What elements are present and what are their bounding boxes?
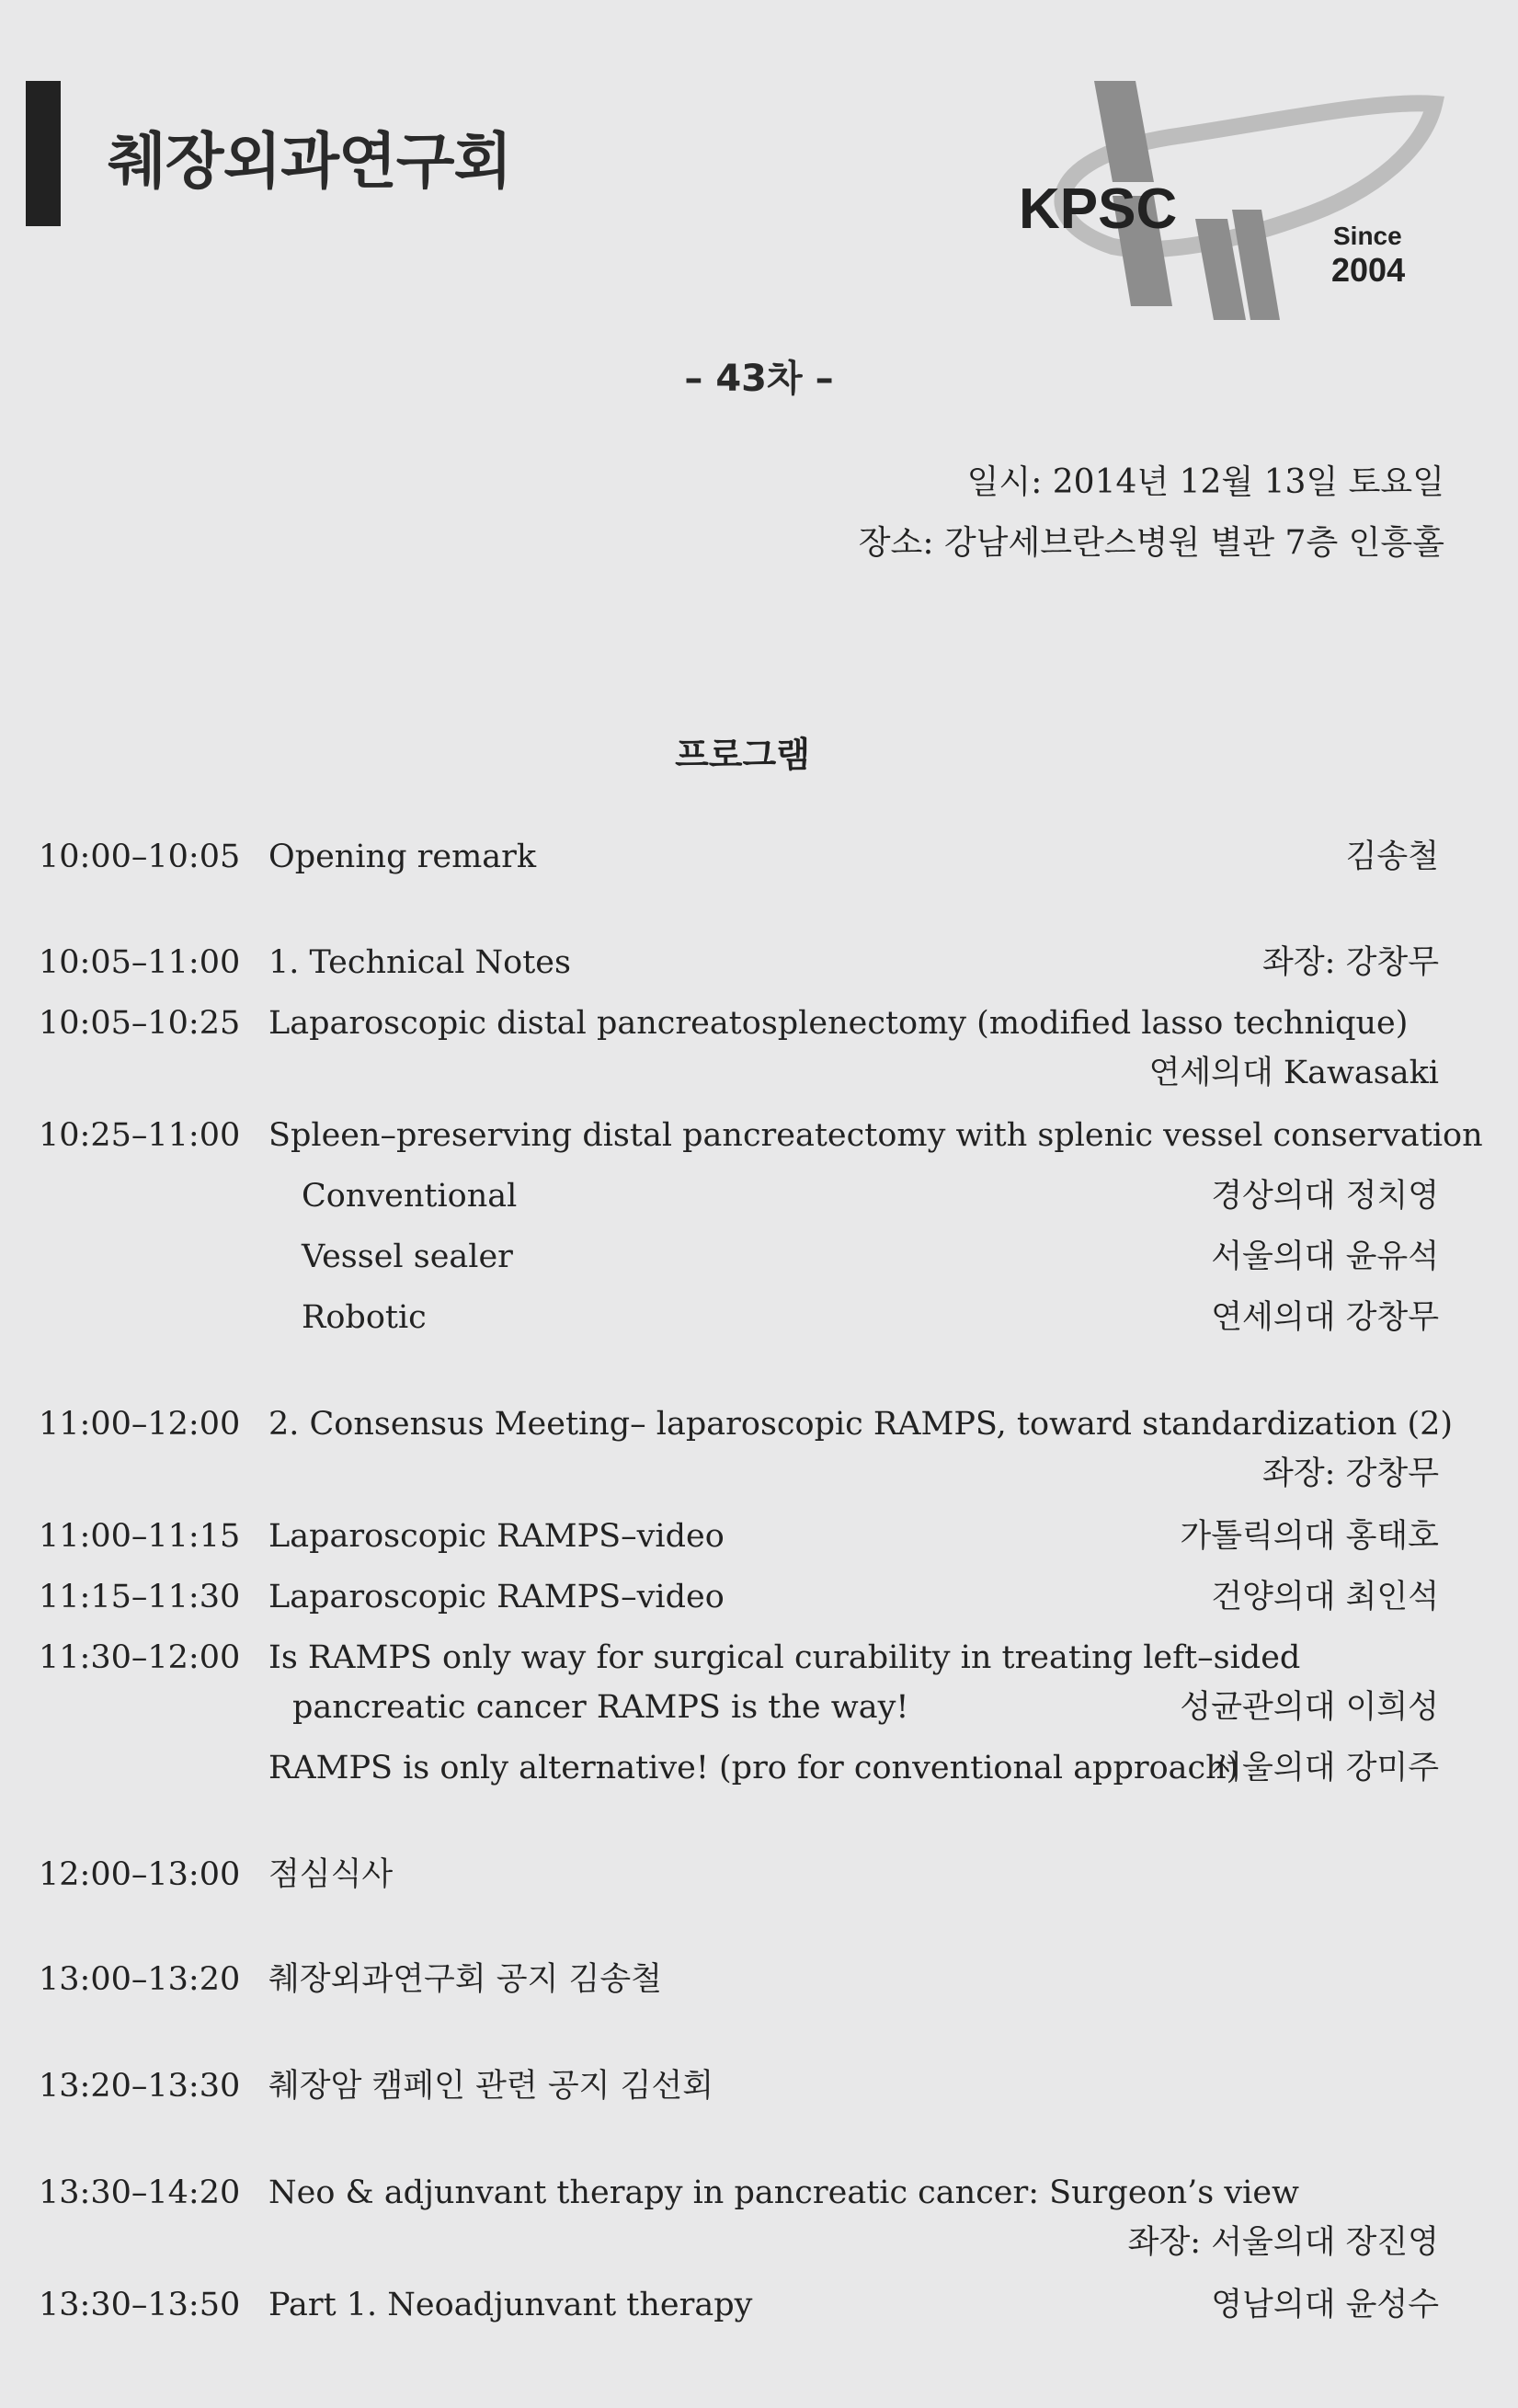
program-time: 13:30–13:50 bbox=[39, 2287, 241, 2323]
program-speaker: 성균관의대 이희성 bbox=[1180, 1689, 1439, 1726]
program-speaker: 영남의대 윤성수 bbox=[1211, 2287, 1439, 2323]
program-title: 1. Technical Notes bbox=[268, 944, 571, 981]
program-speaker: 연세의대 강창무 bbox=[1211, 1299, 1439, 1336]
program-chair: 좌장: 강창무 bbox=[1262, 944, 1439, 981]
program-heading: 프로그램 bbox=[675, 735, 810, 775]
program-title: 췌장외과연구회 공지 김송철 bbox=[268, 1961, 662, 1998]
page-title: 췌장외과연구회 bbox=[108, 126, 512, 197]
program-time: 13:20–13:30 bbox=[39, 2068, 241, 2105]
program-title: Laparoscopic RAMPS–video bbox=[268, 1579, 725, 1615]
program-speaker: 서울의대 윤유석 bbox=[1211, 1238, 1439, 1275]
program-time: 10:25–11:00 bbox=[39, 1117, 241, 1154]
program-time: 11:00–11:15 bbox=[39, 1518, 241, 1555]
program-title: Neo & adjunvant therapy in pancreatic cancer: Surgeon’s view bbox=[268, 2174, 1299, 2211]
program-time: 11:15–11:30 bbox=[39, 1579, 241, 1615]
kpsc-logo bbox=[993, 72, 1453, 338]
program-time: 13:30–14:20 bbox=[39, 2174, 241, 2211]
event-date: 일시: 2014년 12월 13일 토요일 bbox=[966, 463, 1444, 501]
program-time: 12:00–13:00 bbox=[39, 1856, 241, 1893]
program-time: 11:00–12:00 bbox=[39, 1406, 241, 1443]
program-time: 11:30–12:00 bbox=[39, 1639, 241, 1676]
program-title: Opening remark bbox=[268, 839, 537, 875]
event-venue: 장소: 강남세브란스병원 별관 7층 인흥홀 bbox=[858, 524, 1444, 562]
program-speaker: 건양의대 최인석 bbox=[1211, 1579, 1439, 1615]
program-subtitle: Robotic bbox=[302, 1299, 427, 1336]
program-title: Laparoscopic distal pancreatosplenectomy (modified lasso technique) bbox=[268, 1005, 1409, 1042]
program-title: RAMPS is only alternative! (pro for conventional approach) bbox=[268, 1750, 1239, 1786]
program-time: 10:00–10:05 bbox=[39, 839, 241, 875]
program-chair: 좌장: 강창무 bbox=[1262, 1455, 1439, 1492]
program-title: Part 1. Neoadjunvant therapy bbox=[268, 2287, 753, 2323]
program-chair: 좌장: 서울의대 장진영 bbox=[1127, 2224, 1439, 2261]
program-title: Spleen–preserving distal pancreatectomy with splenic vessel conservation bbox=[268, 1117, 1483, 1154]
program-speaker: 연세의대 Kawasaki bbox=[1148, 1055, 1439, 1091]
program-subtitle: Vessel sealer bbox=[302, 1238, 513, 1275]
program-subtitle: Conventional bbox=[302, 1178, 518, 1215]
program-title: Laparoscopic RAMPS–video bbox=[268, 1518, 725, 1555]
program-speaker: 서울의대 강미주 bbox=[1211, 1750, 1439, 1786]
program-speaker: 김송철 bbox=[1345, 839, 1439, 875]
program-time: 13:00–13:20 bbox=[39, 1961, 241, 1998]
session-number: – 43차 – bbox=[684, 358, 834, 400]
program-title-continued: pancreatic cancer RAMPS is the way! bbox=[292, 1689, 909, 1726]
program-title: 2. Consensus Meeting– laparoscopic RAMPS, toward standardization (2) bbox=[268, 1406, 1454, 1443]
logo-year: 2004 bbox=[1331, 251, 1406, 289]
program-speaker: 경상의대 정치영 bbox=[1211, 1178, 1439, 1215]
program-title: 점심식사 bbox=[268, 1856, 394, 1893]
logo-text: KPSC bbox=[1019, 177, 1178, 241]
program-speaker: 가톨릭의대 홍태호 bbox=[1180, 1518, 1439, 1555]
program-time: 10:05–10:25 bbox=[39, 1005, 241, 1042]
logo-since: Since bbox=[1333, 222, 1402, 250]
program-title: 췌장암 캠페인 관련 공지 김선회 bbox=[268, 2068, 714, 2105]
program-title: Is RAMPS only way for surgical curability in treating left–sided bbox=[268, 1639, 1301, 1676]
title-accent-bar bbox=[26, 81, 61, 226]
program-time: 10:05–11:00 bbox=[39, 944, 241, 981]
